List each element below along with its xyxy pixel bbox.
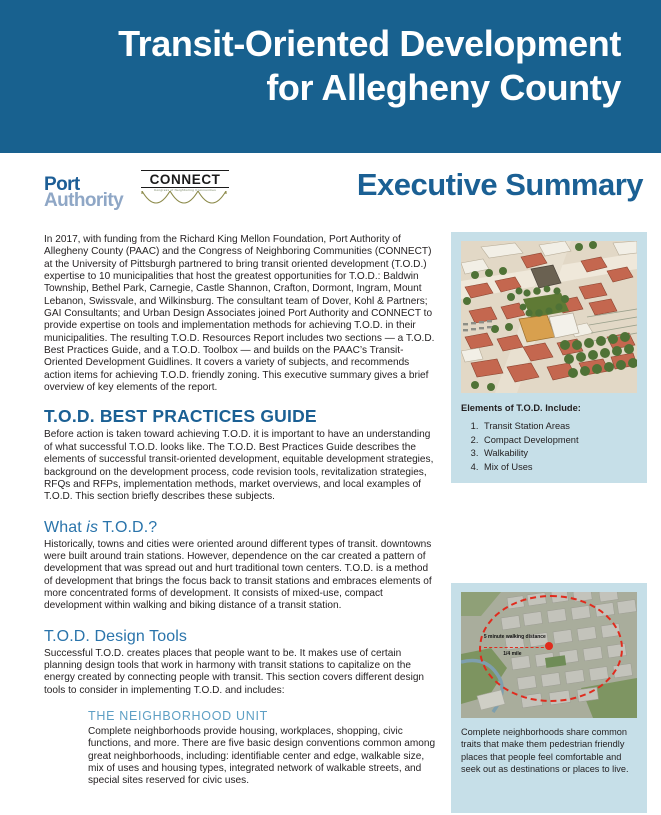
heading-what-is-tod-pre: What <box>44 518 87 536</box>
list-item: 2. Compact Development <box>481 434 637 448</box>
connect-logo <box>137 167 233 217</box>
heading-the-neighborhood-unit: THE NEIGHBORHOOD UNIT <box>88 708 268 723</box>
aerial-illustration-figure <box>461 241 637 393</box>
page-title-line-1: Transit-Oriented Development <box>118 23 621 64</box>
walk-radius-figure <box>461 592 637 718</box>
port-authority-logo-line-2: Authority <box>44 189 124 211</box>
walk-distance-label: 5 minute walking distance <box>483 633 546 640</box>
sidebar-panel-complete-neighborhoods <box>451 583 647 813</box>
heading-what-is-tod-post: T.O.D.? <box>98 518 158 536</box>
heading-what-is-tod-emphasis: is <box>86 518 99 536</box>
transit-station-point-marker <box>545 642 553 650</box>
page-title-line-2: for Allegheny County <box>266 67 621 108</box>
heading-best-practices-guide: T.O.D. BEST PRACTICES GUIDE <box>44 406 317 427</box>
header-banner <box>0 0 661 153</box>
connect-arcs-icon <box>140 191 230 215</box>
port-authority-logo <box>44 175 123 210</box>
port-authority-logo-line-1: Port <box>44 173 80 195</box>
design-tools-paragraph: Successful T.O.D. creates places that people want to be. It makes use of certain planning design tools that work in harmony with transit stations to capitalize on the energy created by connecting people with transit. This section covers different design tools to consider in implementing T.O.D. and includes: <box>44 647 425 696</box>
logo-row <box>44 164 233 220</box>
panel-one-caption-title: Elements of T.O.D. Include: <box>461 403 581 413</box>
executive-summary-heading: Executive Summary <box>356 167 643 202</box>
neighborhood-unit-block <box>88 709 436 788</box>
list-item: 4. Mix of Uses <box>481 461 637 475</box>
aerial-town-illustration-icon <box>461 241 637 393</box>
panel-two-caption: Complete neighborhoods share common traits that make them pedestrian friendly places that people feel comfortable and seek out as destinations or places to live. <box>461 727 629 775</box>
what-is-tod-paragraph: Historically, towns and cities were oriented around different types of transit. downtowns were built around train stations. However, dependence on the car created a pattern of development that was spread out and hurt traditional town centers. T.O.D. is a method of development that brings the focus back to transit stations and embraces elements of more concentrated forms of development. It consists of mixed-use, compact development within walking and biking distance of a transit station. <box>44 538 432 612</box>
elements-of-tod-list <box>461 420 637 474</box>
connect-logo-tagline: Congress of Neighboring Communities <box>154 188 217 192</box>
heading-tod-design-tools: T.O.D. Design Tools <box>44 627 187 645</box>
page-title <box>44 22 621 110</box>
connect-logo-wordmark: CONNECT <box>141 170 229 188</box>
radius-measure-arrow <box>484 647 549 648</box>
main-content-column <box>44 234 436 798</box>
sidebar-panel-elements-of-tod <box>451 232 647 483</box>
list-item: 1. Transit Station Areas <box>481 420 637 434</box>
neighborhood-unit-paragraph: Complete neighborhoods provide housing, workplaces, shopping, civic functions, and more. There are five basic design conventions common among great neighborhoods, including: identifiable center and edge, walkable size, mix of uses and housing types, integrated network of walkable streets, and special sites reserved for civic uses. <box>88 725 436 787</box>
intro-paragraph: In 2017, with funding from the Richard King Mellon Foundation, Port Authority of Allegheny County (PAAC) and the Congress of Neighboring Communities (CONNECT) at the University of Pittsburgh partnered to bring transit oriented development (T.O.D.) expertise to 10 municipalities that host the greatest opportunities for T.O.D.: Baldwin Township, Bethel Park, Carnegie, Castle Shannon, Crafton, Dormont, Ingram, Mount Lebanon, Swissvale, and Wilkinsburg. The consultant team of Dover, Kohl & Partners; GAI Consultants; and Urban Design Associates joined Port Authority and CONNECT to provide expertise on tools and implementation methods for achieving T.O.D. in their municipalities. The resulting T.O.D. Resources Report includes two sections — a T.O.D. Best Practices Guide, and a T.O.D. Toolbox — and builds on the PAAC’s Transit-Oriented Development Guidlines. It covers a variety of subjects, and recommends action items for achieving T.O.D. friendly zoning. This executive summary gives a brief overview of key elements of the report. <box>44 234 435 394</box>
list-item: 3. Walkability <box>481 447 637 461</box>
best-practices-paragraph: Before action is taken toward achieving T.O.D. it is important to have an understanding of what successful T.O.D. looks like. The T.O.D. Best Practices Guide describes the elements of successful transit-oriented development, equitable development strategies, background on the development process, code revision tools, revitalization strategies, RFQs and RFPs, implementation methods, market overviews, and local examples of T.O.D. This section briefly describes these subjects. <box>44 429 434 503</box>
quarter-mile-label: 1/4 mile <box>503 651 522 658</box>
heading-what-is-tod <box>44 518 436 537</box>
